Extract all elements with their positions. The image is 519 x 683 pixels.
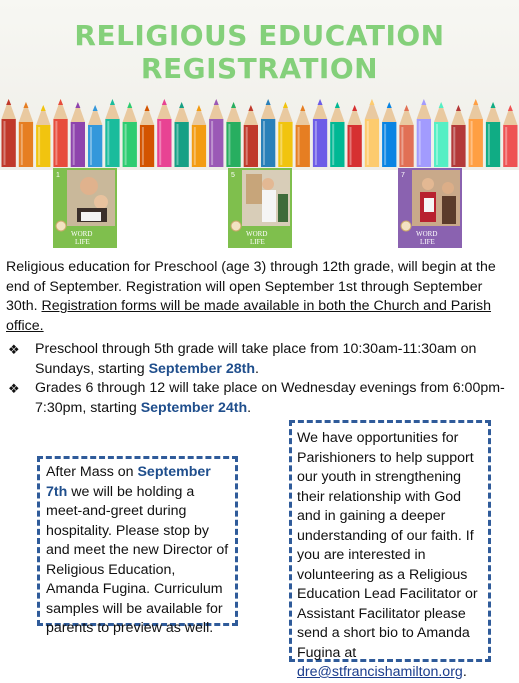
cover-brand-life: LIFE [250,238,265,246]
pencil [469,99,483,167]
pencil [105,99,119,167]
cover-brand-word: WORD [416,230,438,238]
pencil [157,99,171,167]
pencil [278,102,292,167]
schedule-text: Grades 6 through 12 will take place on Wednesday evenings from 6:00pm-7:30pm, starting [35,380,505,416]
pencil [2,99,16,167]
schedule-item-grades [6,379,506,418]
volunteer-box [289,420,491,680]
colored-pencils-image [0,95,519,167]
cover-brand-word: WORD [71,230,93,238]
meet-greet-text: we will be holding a meet-and-greet during hospitality. Please stop by and meet the new Director of Religious Education, Amanda Fugina. Curriculum samples will be available for parents to preview as well. [46,483,229,636]
pencil [244,105,258,167]
pencil [19,102,33,167]
pencil [451,105,465,167]
pencil [313,99,327,167]
curriculum-cover-5 [228,168,292,248]
registration-forms-note: Registration forms will be made available in both the Church and Parish office. [6,298,492,334]
page-title: RELIGIOUS EDUCATION [74,19,445,52]
schedule-item-preschool [6,340,506,379]
pencil [486,102,500,167]
intro-paragraph [6,258,513,336]
volunteer-end: . [462,664,467,680]
schedule-date: September 24th [140,399,248,416]
pencil [123,102,137,167]
meet-greet-pre: After Mass on [46,464,138,480]
pencil [140,105,154,167]
pencil [36,105,50,167]
cover-brand-life: LIFE [420,238,435,246]
intro-text: Religious education for Preschool (age 3) through 12th grade, will begin at the end of September. Registration will open September 1st through September 30th. [6,259,496,314]
pencil [209,99,223,167]
cover-brand-life: LIFE [75,238,90,246]
diamond-bullet-icon: ❖ [8,381,20,396]
page-title-line2: REGISTRATION [140,52,379,85]
schedule-list [6,340,506,418]
pencil [382,102,396,167]
curriculum-cover-7 [398,168,462,248]
cover-brand-word: WORD [246,230,268,238]
curriculum-cover-1 [53,168,117,248]
pencil [399,105,413,167]
cover-number: 7 [401,172,405,179]
meet-greet-date: September 7th [46,464,211,500]
volunteer-text: We have opportunities for Parishioners to help support our youth in strengthening their relationship with God and in gaining a deeper understanding of our faith. If you are interested in volunteering as a Religious Education Lead Facilitator or Assistant Facilitator please send a short bio to Amanda Fugina at [297,430,478,661]
pencil [88,105,102,167]
header-banner [0,0,519,170]
pencil [261,99,275,167]
cover-number: 1 [56,172,60,179]
schedule-text: Preschool through 5th grade will take place from 10:30am-11:30am on Sundays, starting [35,341,477,377]
pencil [192,105,206,167]
pencil [53,99,67,167]
pencil [296,105,310,167]
pencil [503,105,517,167]
pencil [417,99,431,167]
pencil [226,102,240,167]
pencil [348,105,362,167]
schedule-end: . [247,399,252,416]
schedule-date: September 28th [148,360,256,377]
pencil [365,99,379,167]
email-link[interactable]: dre@stfrancishamilton.org [297,664,463,680]
pencil [175,102,189,167]
cover-number: 5 [231,172,235,179]
pencil [71,102,85,167]
pencil [330,102,344,167]
diamond-bullet-icon: ❖ [8,342,20,357]
pencil [434,102,448,167]
schedule-end: . [255,360,259,377]
meet-and-greet-box [37,456,238,636]
